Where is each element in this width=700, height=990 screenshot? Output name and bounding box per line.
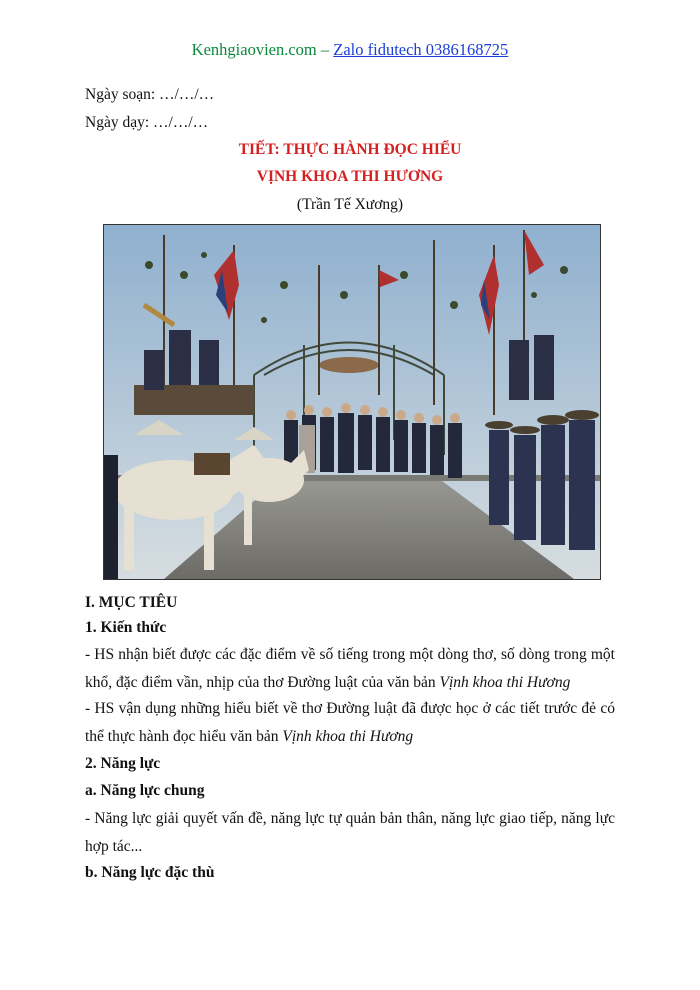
site-name[interactable]: Kenhgiaovien.com bbox=[191, 40, 317, 59]
section-general-competence-heading: a. Năng lực chung bbox=[85, 782, 205, 799]
knowledge-p2-work: Vịnh khoa thi Hương bbox=[282, 727, 414, 745]
date-prepared: Ngày soạn: …/…/… bbox=[85, 86, 215, 103]
page-header bbox=[0, 40, 700, 60]
author-name: (Trần Tế Xương) bbox=[296, 196, 404, 213]
section-specific-competence-heading: b. Năng lực đặc thù bbox=[85, 864, 215, 881]
section-competence-heading: 2. Năng lực bbox=[85, 755, 161, 772]
knowledge-p1-text: - HS nhận biết được các đặc điểm về số tiếng trong một dòng thơ, số dòng trong một khổ, đặc điểm vần, nhịp của thơ Đường luật của văn bản bbox=[85, 646, 615, 691]
exam-ceremony-photo bbox=[103, 224, 601, 580]
date-taught: Ngày dạy: …/…/… bbox=[85, 114, 209, 131]
knowledge-paragraph-1 bbox=[85, 641, 615, 696]
work-title: VỊNH KHOA THI HƯƠNG bbox=[256, 168, 444, 185]
knowledge-p2-text: - HS vận dụng những hiểu biết về thơ Đường luật đã được học ở các tiết trước đẻ có thể thực hành đọc hiểu văn bản bbox=[85, 700, 615, 745]
header-separator: – bbox=[316, 40, 334, 59]
knowledge-paragraph-2 bbox=[85, 695, 615, 750]
section-objectives-heading: I. MỤC TIÊU bbox=[85, 594, 178, 611]
zalo-contact-link[interactable]: Zalo fidutech 0386168725 bbox=[333, 40, 509, 59]
lesson-title: TIẾT: THỰC HÀNH ĐỌC HIỂU bbox=[238, 141, 462, 158]
knowledge-p1-work: Vịnh khoa thi Hương bbox=[439, 673, 571, 691]
section-knowledge-heading: 1. Kiến thức bbox=[85, 619, 167, 636]
general-competence-paragraph: - Năng lực giải quyết vấn đề, năng lực tự quản bản thân, năng lực giao tiếp, năng lực hợp tác... bbox=[85, 810, 615, 855]
